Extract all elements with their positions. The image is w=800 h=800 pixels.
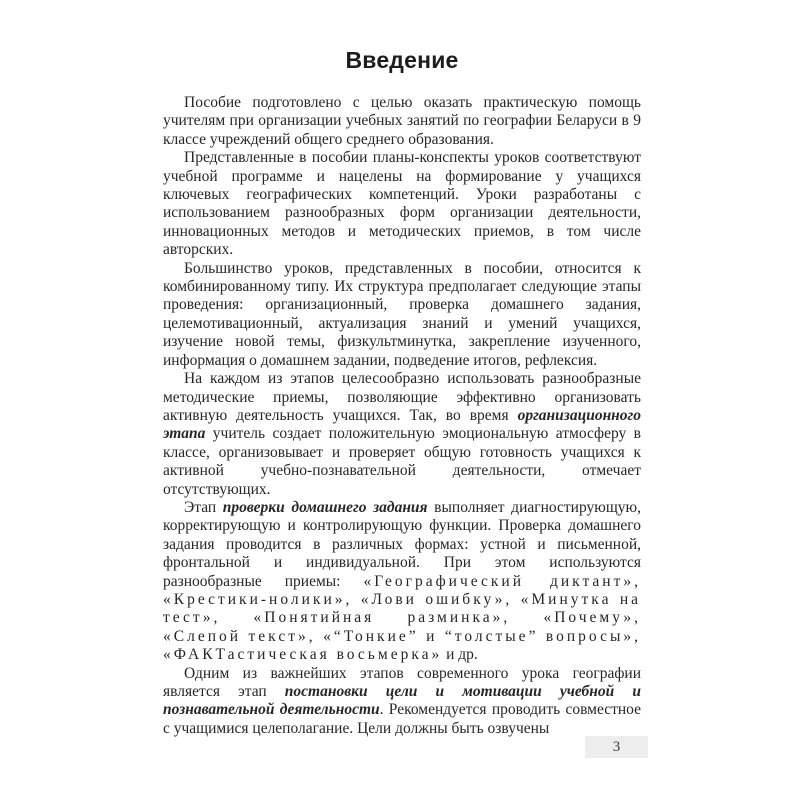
body-text: Этап [184,498,223,516]
page-number: 3 [585,736,648,758]
text-block [163,94,641,738]
page-content [163,47,641,738]
body-text: Представленные в пособии планы-конспекты уроков соответствуют учебной программе и нацелены на формирование у учащихся ключевых географических компетенций. Уроки разработаны с использованием разнообразных форм организации деятельности, инновационных методов и методических приемов, в том числе авторских. [163,149,641,259]
spaced-term-list: «Географический диктант», «Крестики-нолики», «Лови ошибку», «Минутка на тест», «Понятийная разминка», «Почему», «Слепой текст», «“Тонкие” и “толстые” вопросы», «ФАКТастическая восьмерка» [163,572,642,664]
paragraph [163,499,641,665]
body-text: На каждом из этапов целесообразно использовать разнообразные методические приемы, позволяющие эффективно организовать активную деятельность учащихся. Так, во время [163,370,641,424]
paragraph [163,149,641,259]
page-title: Введение [345,47,459,73]
body-text: и др. [442,646,478,664]
emphasis-text: организационного этапа [163,406,641,443]
body-text: Большинство уроков, представленных в пособии, относится к комбинированному типу. Их структура предполагает следующие этапы проведения: организационный, проверка домашнего задания, целемотивационный, актуализация знаний и умений учащихся, изучение новой темы, физкультминутка, закрепление изученного, информация о домашнем задании, подведение итогов, рефлексия. [163,259,641,369]
emphasis-text: постановки цели и мотивации учебной и познавательной деятельности [163,683,642,719]
body-text: учитель создает положительную эмоциональную атмосферу в классе, организовывает и проверяет общую готовность учащихся к активной учебно-познавательной деятельности, отмечает отсутствующих. [163,425,641,498]
body-text: выполняет диагностирующую, корректирующую и контролирующую функции. Проверка домашнего задания проводится в различных формах: устной и письменной, фронтальной и индивидуальной. При этом используются разнообразные приемы: [163,498,641,590]
body-text: . Рекомендуется проводить совместное с учащимися целеполагание. Цели должны быть озвучены [163,701,641,737]
paragraph [163,665,641,739]
paragraph [163,370,641,499]
paragraph [163,94,641,149]
emphasis-text: проверки домашнего задания [222,498,428,516]
body-text: Одним из важнейших этапов современного урока географии является этап [163,664,641,700]
body-text: Пособие подготовлено с целью оказать практическую помощь учителям при организации учебных занятий по географии Беларуси в 9 классе учреждений общего среднего образования. [163,94,641,148]
paragraph [163,260,641,370]
